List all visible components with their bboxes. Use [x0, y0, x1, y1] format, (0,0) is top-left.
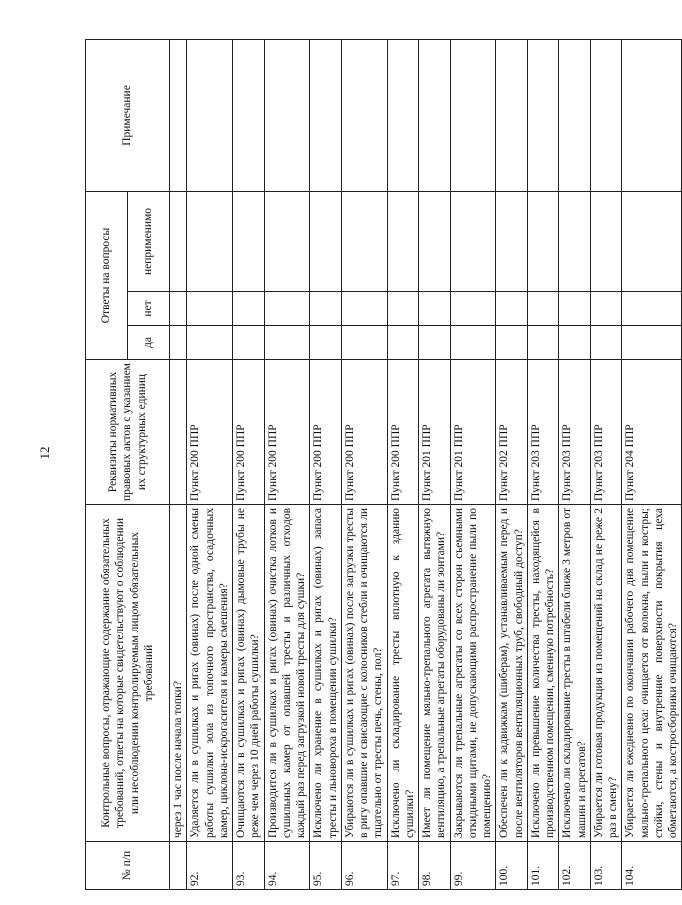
row-question: Убирается ли ежедневно по окончании рабочего дня помещение мяльно-трепального цеха: очищается от волокна, пыли и костры; стойки, стены и внутренние поверхности покрытия цеха обметаются, а костросборники очищаются?: [622, 505, 682, 842]
table-row: [170, 39, 187, 889]
row-requisite: Пункт 200 ППР: [341, 360, 387, 505]
answer-no-cell: [310, 292, 342, 326]
answer-no-cell: [559, 292, 591, 326]
note-cell: [419, 39, 451, 191]
row-number: 92.: [187, 842, 233, 890]
page-number: [37, 443, 52, 463]
row-number: [170, 842, 187, 890]
note-cell: [233, 39, 265, 191]
note-cell: [559, 39, 591, 191]
answer-no-cell: [590, 292, 622, 326]
answer-not-applicable-cell: [450, 191, 496, 291]
header-not-applicable: неприменимо: [128, 191, 170, 291]
row-question: Имеет ли помещение мяльно-трепального агрегата вытяжную вентиляцию, а трепальные агрегаты оборудованы ли зонтами?: [419, 505, 451, 842]
header-yes: да: [128, 326, 170, 360]
row-question: Удаляется ли в сушилках и ригах (овинах) после одной смены работы сушилки зола из топочного пространства, осадочных камер, циклона-искрогасителя и камеры смешения?: [187, 505, 233, 842]
note-cell: [496, 39, 528, 191]
answer-yes-cell: [419, 326, 451, 360]
row-number: 94.: [264, 842, 310, 890]
row-requisite: Пункт 202 ППР: [496, 360, 528, 505]
row-question: Закрываются ли трепальные агрегаты со всех сторон съемными откидными щитами, не допускающими распространение пыли по помещению?: [450, 505, 496, 842]
answer-no-cell: [187, 292, 233, 326]
table-row: [527, 39, 559, 889]
answer-yes-cell: [590, 326, 622, 360]
answer-yes-cell: [341, 326, 387, 360]
row-number: 102.: [559, 842, 591, 890]
row-question: Убирается ли готовая продукция из помещений на склад не реже 2 раз в смену?: [590, 505, 622, 842]
row-requisite: Пункт 204 ППР: [622, 360, 682, 505]
answer-not-applicable-cell: [559, 191, 591, 291]
table-row: [496, 39, 528, 889]
answer-no-cell: [527, 292, 559, 326]
row-number: 93.: [233, 842, 265, 890]
note-cell: [622, 39, 682, 191]
header-requisites: Реквизиты нормативных правовых актов с указанием их структурных единиц: [86, 360, 170, 505]
checklist-table-container: [85, 40, 679, 890]
table-row: [419, 39, 451, 889]
table-row: [341, 39, 387, 889]
row-question: Исключено ли складирование тресты вплотную к зданию сушилки?: [387, 505, 419, 842]
row-requisite: Пункт 201 ППР: [450, 360, 496, 505]
note-cell: [341, 39, 387, 191]
answer-no-cell: [341, 292, 387, 326]
answer-not-applicable-cell: [527, 191, 559, 291]
answer-no-cell: [419, 292, 451, 326]
answer-no-cell: [496, 292, 528, 326]
header-note: Примечание: [86, 39, 170, 191]
table-row: [450, 39, 496, 889]
row-question: Производится ли в сушилках и ригах (овинах) очистка лотков и сушильных камер от опавшей тресты и различных отходов каждый раз перед загрузкой новой тресты для сушки?: [264, 505, 310, 842]
table-row: [264, 39, 310, 889]
table-row: [187, 39, 233, 889]
answer-not-applicable-cell: [387, 191, 419, 291]
row-requisite: Пункт 200 ППР: [264, 360, 310, 505]
note-cell: [387, 39, 419, 191]
row-number: 101.: [527, 842, 559, 890]
answer-yes-cell: [170, 326, 187, 360]
row-number: 104.: [622, 842, 682, 890]
row-question: Исключено ли хранение в сушилках и ригах (овинах) запаса тресты и льновороха в помещении сушилки?: [310, 505, 342, 842]
answer-yes-cell: [187, 326, 233, 360]
answer-yes-cell: [387, 326, 419, 360]
row-question: Очищаются ли в сушилках и ригах (овинах) дымовые трубы не реже чем через 10 дней работы сушилки?: [233, 505, 265, 842]
table-row: [559, 39, 591, 889]
checklist-table: [85, 39, 682, 890]
table-row: [233, 39, 265, 889]
answer-not-applicable-cell: [341, 191, 387, 291]
answer-yes-cell: [559, 326, 591, 360]
table-row: [622, 39, 682, 889]
answer-yes-cell: [233, 326, 265, 360]
table-row: [590, 39, 622, 889]
header-question: Контрольные вопросы, отражающие содержание обязательных требований, ответы на которые свидетельствуют о соблюдении или несоблюдении контролируемым лицом обязательных требований: [86, 505, 170, 842]
row-requisite: Пункт 203 ППР: [590, 360, 622, 505]
row-number: 100.: [496, 842, 528, 890]
row-requisite: Пункт 203 ППР: [559, 360, 591, 505]
table-row: [310, 39, 342, 889]
answer-not-applicable-cell: [590, 191, 622, 291]
table-row: [387, 39, 419, 889]
note-cell: [527, 39, 559, 191]
note-cell: [264, 39, 310, 191]
row-question: Обеспечен ли к задвижкам (шиберам), устанавливаемым перед и после вентиляторов вентиляционных труб, свободный доступ?: [496, 505, 528, 842]
answer-not-applicable-cell: [170, 191, 187, 291]
page-number-text: 12: [37, 446, 52, 460]
row-number: 97.: [387, 842, 419, 890]
header-answers: Ответы на вопросы: [86, 191, 128, 359]
answer-not-applicable-cell: [264, 191, 310, 291]
row-number: 95.: [310, 842, 342, 890]
row-requisite: Пункт 200 ППР: [310, 360, 342, 505]
row-number: 96.: [341, 842, 387, 890]
answer-not-applicable-cell: [622, 191, 682, 291]
row-requisite: Пункт 203 ППР: [527, 360, 559, 505]
answer-yes-cell: [310, 326, 342, 360]
row-requisite: Пункт 200 ППР: [233, 360, 265, 505]
row-question: Убираются ли в сушилках и ригах (овинах) после загрузки тресты в ригу опавшие и свисающие с колосников стебли и очищаются ли тщательно от тресты печь, стены, пол?: [341, 505, 387, 842]
row-question: Исключено ли превышение количества тресты, находящейся в производственном помещении, сменную потребность?: [527, 505, 559, 842]
row-question: Исключено ли складирование тресты в штабели ближе 3 метров от машин и агрегатов?: [559, 505, 591, 842]
answer-not-applicable-cell: [419, 191, 451, 291]
answer-yes-cell: [496, 326, 528, 360]
answer-not-applicable-cell: [310, 191, 342, 291]
answer-yes-cell: [450, 326, 496, 360]
answer-not-applicable-cell: [496, 191, 528, 291]
note-cell: [310, 39, 342, 191]
row-requisite: Пункт 201 ППР: [419, 360, 451, 505]
note-cell: [450, 39, 496, 191]
table-body: [170, 39, 682, 889]
answer-yes-cell: [622, 326, 682, 360]
answer-yes-cell: [527, 326, 559, 360]
row-number: 103.: [590, 842, 622, 890]
row-requisite: Пункт 200 ППР: [187, 360, 233, 505]
answer-not-applicable-cell: [233, 191, 265, 291]
answer-no-cell: [170, 292, 187, 326]
answer-no-cell: [387, 292, 419, 326]
header-no: нет: [128, 292, 170, 326]
header-num: № п/п: [86, 842, 170, 890]
answer-not-applicable-cell: [187, 191, 233, 291]
row-requisite: [170, 360, 187, 505]
answer-yes-cell: [264, 326, 310, 360]
note-cell: [170, 39, 187, 191]
row-number: 98.: [419, 842, 451, 890]
answer-no-cell: [622, 292, 682, 326]
answer-no-cell: [264, 292, 310, 326]
note-cell: [590, 39, 622, 191]
answer-no-cell: [450, 292, 496, 326]
row-question: через 1 час после начала топки?: [170, 505, 187, 842]
note-cell: [187, 39, 233, 191]
answer-no-cell: [233, 292, 265, 326]
row-requisite: Пункт 200 ППР: [387, 360, 419, 505]
row-number: 99.: [450, 842, 496, 890]
